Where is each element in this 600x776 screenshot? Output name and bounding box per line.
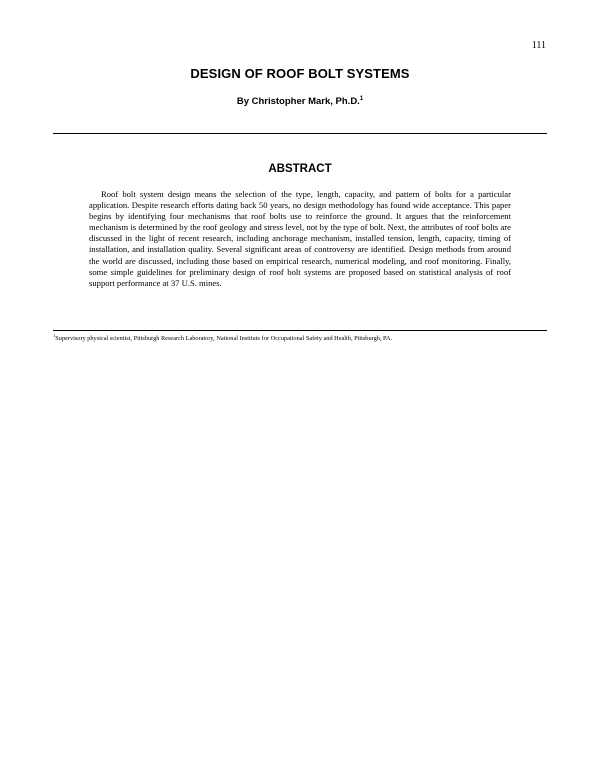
paper-title: DESIGN OF ROOF BOLT SYSTEMS [190, 66, 410, 81]
footnote-text: Supervisory physical scientist, Pittsburgh Research Laboratory, National Institute for Occupational Safety and Health, Pittsburgh, PA. [55, 335, 393, 342]
author-name: By Christopher Mark, Ph.D. [236, 96, 360, 107]
author-footnote-marker: 1 [359, 95, 364, 102]
footnote-marker: 1 [53, 332, 56, 338]
footnote-divider [53, 330, 547, 331]
header-divider [53, 133, 547, 134]
abstract-heading: ABSTRACT [268, 163, 332, 175]
footnote [53, 332, 547, 343]
page-number: 111 [531, 40, 546, 51]
abstract-body: Roof bolt system design means the selection of the type, length, capacity, and pattern of bolts for a particular application. Despite research efforts dating back 50 years, no design methodology has found wide acceptance. This paper begins by identifying four mechanisms that roof bolts use to reinforce the ground. It argues that the reinforcement mechanism is determined by the roof geology and stress level, not by the type of bolt. Next, the attributes of roof bolts are discussed in the light of recent research, including anchorage mechanism, installed tension, length, capacity, timing of installation, and installation quality. Several significant areas of controversy are identified. Design methods from around the world are discussed, including those based on empirical research, numerical modeling, and roof monitoring. Finally, some simple guidelines for preliminary design of roof bolt systems are proposed based on statistical analysis of roof support performance at 37 U.S. mines. [89, 189, 511, 288]
author-byline [0, 96, 600, 107]
